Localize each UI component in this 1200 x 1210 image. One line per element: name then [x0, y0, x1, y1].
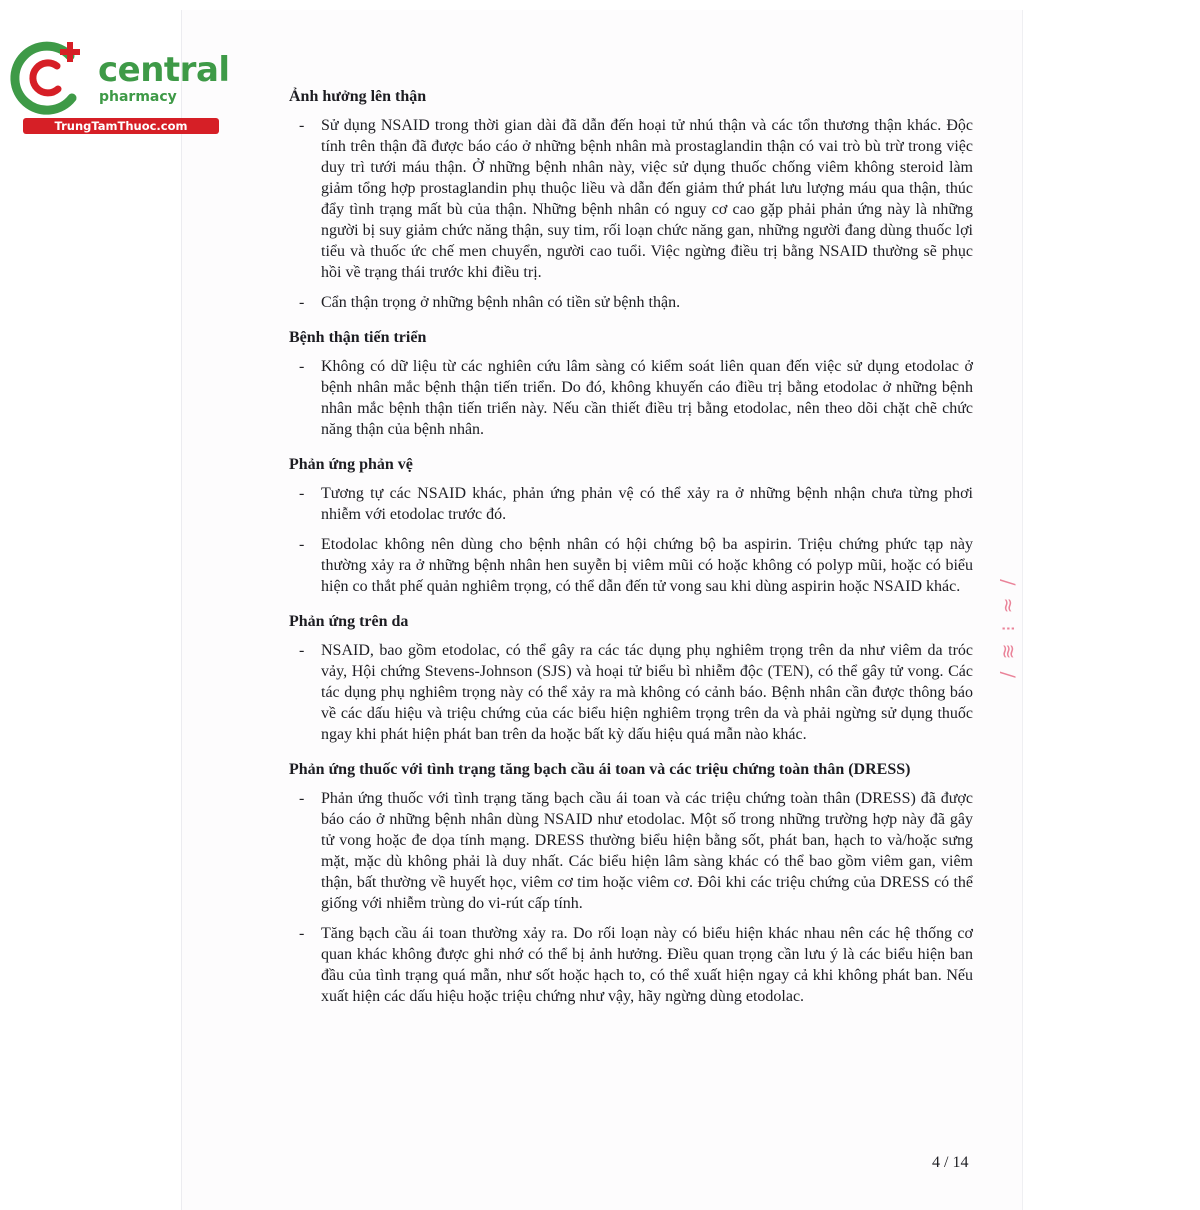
logo-brand-text: central: [98, 50, 230, 90]
bullet-list: [289, 115, 973, 313]
list-item: - Tăng bạch cầu ái toan thường xảy ra. Do rối loạn này có biểu hiện khác nhau nên các hệ thống cơ quan khác không được ghi nhớ có thể bị ảnh hưởng. Điều quan trọng cần lưu ý là các biểu hiện ban đầu của tình trạng quá mẫn, như sốt hoặc hạch to, có thể xuất hiện ngay cả khi không phát ban. Nếu xuất hiện các dấu hiệu hoặc triệu chứng như vậy, hãy ngừng dùng etodolac.: [289, 923, 973, 1007]
bullet-list: [289, 483, 973, 597]
section-heading: Bệnh thận tiến triển: [289, 329, 427, 346]
section-heading: Ảnh hưởng lên thận: [289, 88, 427, 105]
list-item: - Phản ứng thuốc với tình trạng tăng bạch cầu ái toan và các triệu chứng toàn thân (DRESS) đã được báo cáo ở những bệnh nhân dùng NSAID như etodolac. Một số trong những trường hợp này đã gây tử vong hoặc đe dọa tính mạng. DRESS thường biểu hiện bằng sốt, phát ban, hạch to và/hoặc sưng mặt, mặc dù không phải là duy nhất. Các biểu hiện lâm sàng khác có thể bao gồm viêm gan, viêm thận, bất thường về huyết học, viêm cơ tim hoặc viêm cơ. Đôi khi các triệu chứng của DRESS có thể giống với nhiễm trùng do vi-rút cấp tính.: [289, 788, 973, 914]
logo-mark-icon: [10, 38, 98, 118]
logo-subtitle: pharmacy: [99, 89, 177, 105]
list-item: - Cẩn thận trọng ở những bệnh nhân có tiền sử bệnh thận.: [289, 292, 973, 313]
list-item: - Etodolac không nên dùng cho bệnh nhân có hội chứng bộ ba aspirin. Triệu chứng phức tạp này thường xảy ra ở những bệnh nhân hen suyễn bị viêm mũi có hoặc không có polyp mũi, hoặc có biểu hiện co thắt phế quản nghiêm trọng, có thể dẫn đến tử vong sau khi dùng aspirin hoặc NSAID khác.: [289, 534, 973, 597]
list-item: - Sử dụng NSAID trong thời gian dài đã dẫn đến hoại tử nhú thận và các tổn thương thận khác. Độc tính trên thận đã được báo cáo ở những bệnh nhân mà prostaglandin thận có vai trò bù trừ trong việc duy trì tưới máu thận. Ở những bệnh nhân này, việc sử dụng thuốc chống viêm không steroid làm giảm tổng hợp prostaglandin phụ thuộc liều và dẫn đến giảm thứ phát lưu lượng máu qua thận, thúc đẩy tình trạng mất bù của thận. Những bệnh nhân có nguy cơ cao gặp phải phản ứng này là những người bị suy giảm chức năng thận, suy tim, rối loạn chức năng gan, những người đang dùng thuốc lợi tiểu và thuốc ức chế men chuyển, người cao tuổi. Việc ngừng điều trị bằng NSAID thường sẽ phục hồi về trạng thái trước khi điều trị.: [289, 115, 973, 283]
list-item: - Không có dữ liệu từ các nghiên cứu lâm sàng có kiểm soát liên quan đến việc sử dụng etodolac ở bệnh nhân mắc bệnh thận tiến triển. Do đó, không khuyến cáo điều trị bằng etodolac ở những bệnh nhân mắc bệnh thận tiến triển này. Nếu cần thiết điều trị bằng etodolac, nên theo dõi chặt chẽ chức năng thận của bệnh nhân.: [289, 356, 973, 440]
bullet-list: [289, 640, 973, 745]
page-number: 4 / 14: [932, 1154, 969, 1171]
bullet-list: [289, 356, 973, 440]
side-stamp-mark: / ≈ ⁝ ≋ /: [997, 579, 1019, 681]
section-heading: Phản ứng trên da: [289, 613, 409, 630]
section-advanced-kidney-disease: [289, 327, 973, 440]
pharmacy-logo[interactable]: [10, 38, 230, 138]
section-heading: Phản ứng phản vệ: [289, 456, 413, 473]
document-content: [289, 86, 973, 1021]
section-skin-reactions: [289, 611, 973, 745]
list-item: - NSAID, bao gồm etodolac, có thể gây ra các tác dụng phụ nghiêm trọng trên da như viêm da tróc vảy, Hội chứng Stevens-Johnson (SJS) và hoại tử biểu bì nhiễm độc (TEN), có thể gây tử vong. Các tác dụng phụ nghiêm trọng này có thể xảy ra mà không có cảnh báo. Bệnh nhân cần được thông báo về các dấu hiệu và triệu chứng của các biểu hiện nghiêm trọng trên da và phải ngừng sử dụng thuốc ngay khi phát hiện phát ban trên da hoặc bất kỳ dấu hiệu quá mẫn nào khác.: [289, 640, 973, 745]
section-dress: [289, 759, 973, 1007]
section-anaphylaxis: [289, 454, 973, 597]
logo-website-badge[interactable]: TrungTamThuoc.com: [23, 118, 219, 134]
list-item: - Tương tự các NSAID khác, phản ứng phản vệ có thể xảy ra ở những bệnh nhận chưa từng phơi nhiễm với etodolac trước đó.: [289, 483, 973, 525]
section-kidney-effects: [289, 86, 973, 313]
section-heading: Phản ứng thuốc với tình trạng tăng bạch cầu ái toan và các triệu chứng toàn thân (DRESS): [289, 761, 911, 778]
bullet-list: [289, 788, 973, 1007]
